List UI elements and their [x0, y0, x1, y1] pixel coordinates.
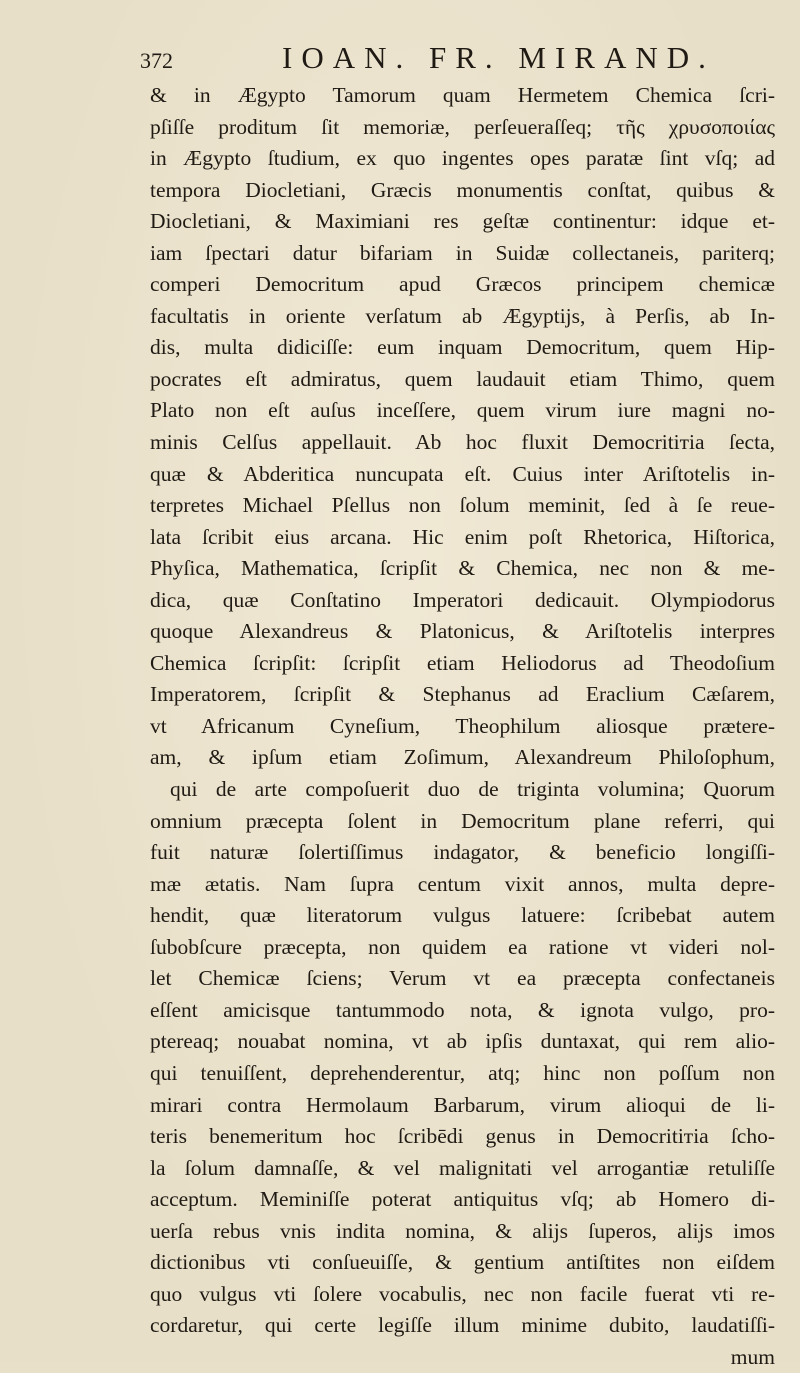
text-line: omnium præcepta ſolent in Democritum plane referri, qui [150, 808, 775, 833]
text-line: dica, quæ Conſtatino Imperatori dedicauit. Olympiodorus [150, 587, 775, 612]
text-line: Chemica ſcripſit: ſcripſit etiam Heliodorus ad Theodoſium [150, 650, 775, 675]
text-line: let Chemicæ ſciens; Verum vt ea præcepta confectaneis [150, 966, 775, 991]
text-line: quoque Alexandreus & Platonicus, & Ariſtotelis interpres [150, 619, 775, 644]
text-line: Phyſica, Mathematica, ſcripſit & Chemica, nec non & me- [150, 556, 775, 581]
text-line: pſiſſe proditum ſit memoriæ, perſeueraſſeq; τῆς χρυσοποιίας [150, 114, 775, 139]
text-line: ptereaq; nouabat nomina, vt ab ipſis duntaxat, qui rem alio- [150, 1029, 775, 1054]
text-line: quæ & Abderitica nuncupata eſt. Cuius inter Ariſtotelis in- [150, 461, 775, 486]
text-line: minis Celſus appellauit. Ab hoc fluxit Democritiтia ſecta, [150, 430, 775, 455]
text-line: Imperatorem, ſcripſit & Stephanus ad Eraclium Cæſarem, [150, 682, 775, 707]
page-number: 372 [140, 48, 173, 73]
text-line: ſubobſcure præcepta, non quidem ea ratione vt videri nol- [150, 934, 775, 959]
text-line: in Ægypto ſtudium, ex quo ingentes opes paratæ ſint vſq; ad [150, 146, 775, 171]
text-line: uerſa rebus vnis indita nomina, & alijs ſuperos, alijs imos [150, 1218, 775, 1243]
text-line: tempora Diocletiani, Græcis monumentis conſtat, quibus & [150, 177, 775, 202]
running-title: IOAN. FR. MIRAND. [282, 40, 715, 75]
text-line: lata ſcribit eius arcana. Hic enim poſt Rhetorica, Hiſtorica, [150, 524, 775, 549]
text-line: comperi Democritum apud Græcos principem chemicæ [150, 272, 775, 297]
text-line: acceptum. Meminiſſe poterat antiquitus vſq; ab Homero di- [150, 1187, 775, 1212]
text-line: quo vulgus vti ſolere vocabulis, nec non facile fuerat vti re- [150, 1281, 775, 1306]
text-line: teris benemeritum hoc ſcribēdi genus in Democritiтia ſcho- [150, 1124, 775, 1149]
text-line: qui tenuiſſent, deprehenderentur, atq; hinc non poſſum non [150, 1060, 775, 1085]
text-line: cordaretur, qui certe legiſſe illum minime dubito, laudatiſſi- [150, 1313, 775, 1338]
text-line: eſſent amicisque tantummodo nota, & ignota vulgo, pro- [150, 997, 775, 1022]
text-line: & in Ægypto Tamorum quam Hermetem Chemica ſcri- [150, 83, 775, 107]
text-line: iam ſpectari datur bifariam in Suidæ collectaneis, pariterq; [150, 240, 775, 265]
text-line: dictionibus vti conſueuiſſe, & gentium antiſtites non eiſdem [150, 1250, 775, 1275]
text-line: Diocletiani, & Maximiani res geſtæ continentur: idque et- [150, 209, 775, 234]
text-line: pocrates eſt admiratus, quem laudauit etiam Thimo, quem [150, 366, 775, 391]
body-text [150, 80, 775, 1373]
text-line: fuit naturæ ſolertiſſimus indagator, & beneficio longiſſi- [150, 840, 775, 865]
text-line: terpretes Michael Pſellus non ſolum meminit, ſed à ſe reue- [150, 493, 775, 518]
catchword: mum [730, 1344, 775, 1369]
text-line: dis, multa didiciſſe: eum inquam Democritum, quem Hip- [150, 335, 775, 360]
text-line: Plato non eſt auſus inceſſere, quem virum iure magni no- [150, 398, 775, 423]
text-line: hendit, quæ literatorum vulgus latuere: ſcribebat autem [150, 903, 775, 928]
text-line: am, & ipſum etiam Zoſimum, Alexandreum Philoſophum, [150, 745, 775, 770]
text-line: qui de arte compoſuerit duo de triginta volumina; Quorum [170, 777, 775, 802]
text-line: vt Africanum Cyneſium, Theophilum aliosque prætere- [150, 713, 775, 738]
text-line: mæ ætatis. Nam ſupra centum vixit annos, multa depre- [150, 871, 775, 896]
text-line: mirari contra Hermolaum Barbarum, virum alioqui de li- [150, 1092, 775, 1117]
text-line: la ſolum damnaſſe, & vel malignitati vel arrogantiæ retuliſſe [150, 1155, 775, 1180]
text-line: facultatis in oriente verſatum ab Ægyptijs, à Perſis, ab In- [150, 303, 775, 328]
